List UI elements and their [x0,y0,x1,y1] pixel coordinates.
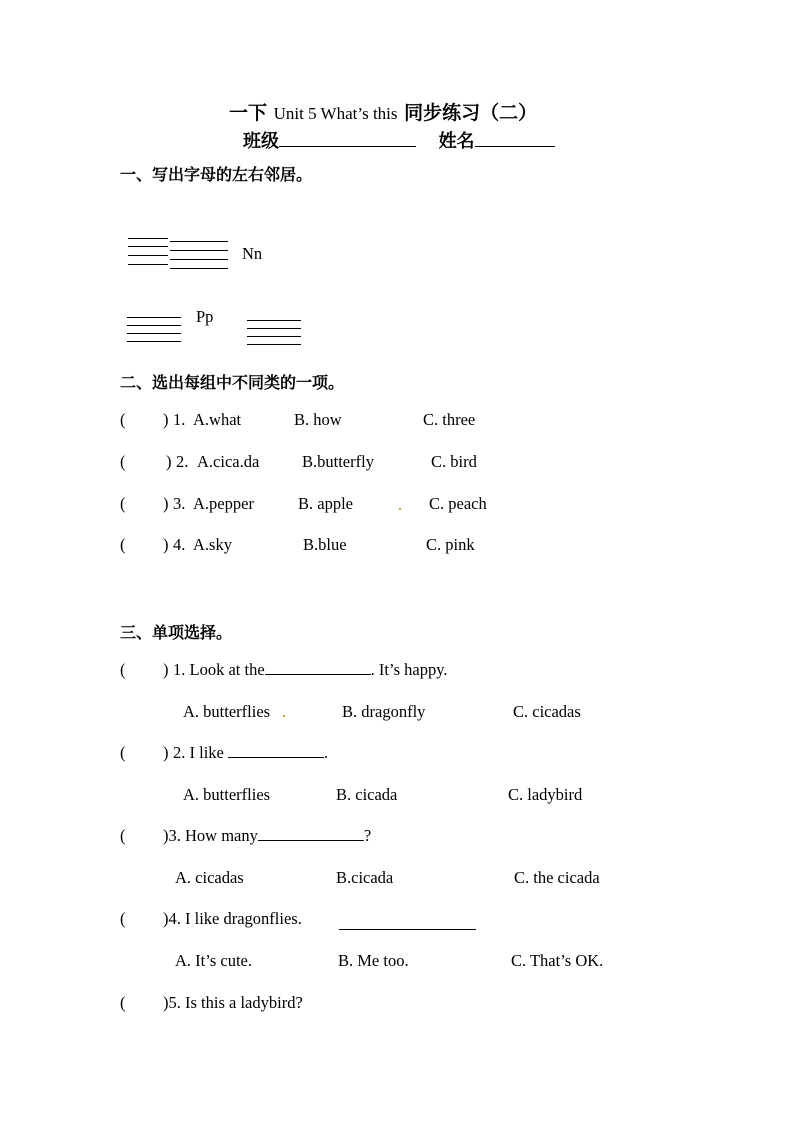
item-number: 2. [176,452,189,471]
item-number: 4. [173,535,186,554]
answer-paren[interactable]: ( [120,909,126,928]
title-en: Unit 5 What’s this [273,104,398,123]
stray-mark [283,715,285,717]
option-a: A.cica.da [197,452,260,471]
question-text: )5. Is this a ladybird? [163,993,303,1012]
stray-mark [399,508,401,510]
answer-paren-open[interactable]: ( [120,494,126,513]
answer-paren-open[interactable]: ( [120,452,126,471]
question-text: 1. Look at the . It’s happy. [173,660,448,679]
answer-blank[interactable] [265,660,371,675]
answer-blank[interactable] [228,743,324,758]
section2-heading: 二、选出每组中不同类的一项。 [120,373,345,392]
answer-paren-close: ) [163,494,169,513]
answer-blank[interactable] [258,826,364,841]
option-c: C. peach [429,494,487,513]
letter-pp: Pp [196,307,214,326]
answer-paren[interactable]: ( [120,826,126,845]
name-label: 姓名 [438,131,475,152]
option-a: A.pepper [193,494,254,513]
answer-paren-open[interactable]: ( [120,535,126,554]
answer-blank[interactable] [339,915,476,930]
q4-option-c: C. That’s OK. [511,951,604,970]
answer-paren[interactable]: ( [120,743,126,762]
question-text: 2. I like . [173,743,329,762]
q3-option-b: B.cicada [336,868,394,887]
q3-option-a: A. cicadas [175,868,244,887]
answer-paren-close: ) [163,535,169,554]
class-blank[interactable] [279,132,416,147]
answer-paren-open[interactable]: ( [120,410,126,429]
question-text: )3. How many ? [163,826,372,845]
section1-heading: 一、写出字母的左右邻居。 [120,165,313,184]
class-label: 班级 [243,131,279,152]
q2-option-b: B. cicada [336,785,398,804]
option-b: B. apple [298,494,353,513]
name-blank[interactable] [475,132,555,147]
q3-option-c: C. the cicada [514,868,600,887]
q1-option-a: A. butterflies [183,702,271,721]
option-b: B.butterfly [302,452,374,471]
q2-option-a: A. butterflies [183,785,271,804]
page-title [229,98,537,125]
letter-nn: Nn [242,244,263,263]
option-b: B. how [294,410,342,429]
option-b: B.blue [303,535,347,554]
q1-option-b: B. dragonfly [342,702,426,721]
option-c: C. bird [431,452,477,471]
option-a: A.what [193,410,242,429]
title-cn-prefix: 一下 [229,102,268,124]
option-c: C. three [423,410,476,429]
answer-paren[interactable]: ( [120,660,126,679]
answer-paren[interactable]: ( [120,993,126,1012]
q1-option-c: C. cicadas [513,702,581,721]
title-cn-suffix: 同步练习（二） [404,102,538,124]
q2-option-c: C. ladybird [508,785,583,804]
answer-paren-close: ) [163,410,169,429]
item-number: 3. [173,494,186,513]
answer-paren-close: ) [166,452,172,471]
q4-option-b: B. Me too. [338,951,409,970]
option-a: A.sky [193,535,232,554]
q4-option-a: A. It’s cute. [175,951,252,970]
section3-heading: 三、单项选择。 [120,623,233,642]
class-name-line [243,127,555,153]
question-text: )4. I like dragonflies. [163,909,302,928]
option-c: C. pink [426,535,475,554]
item-number: 1. [173,410,186,429]
